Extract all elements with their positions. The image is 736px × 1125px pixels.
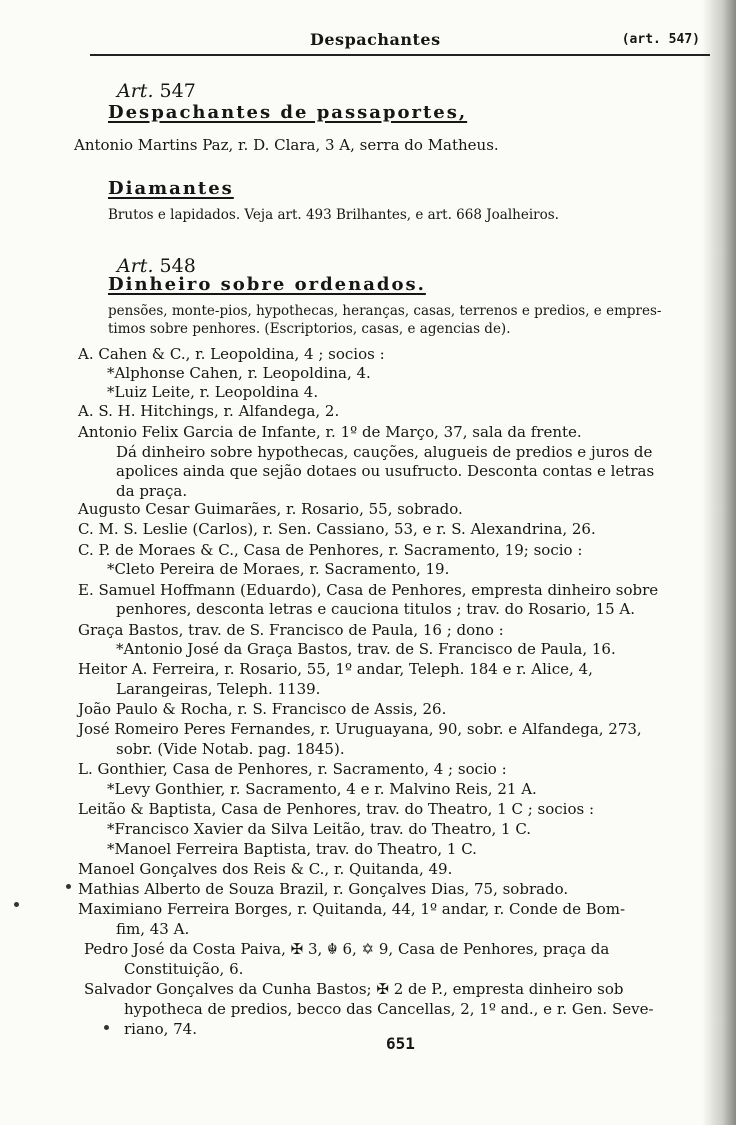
running-head [60,26,720,54]
entry-line: *Francisco Xavier da Silva Leitão, trav. do Theatro, 1 C. [107,820,532,838]
entry-line: E. Samuel Hoffmann (Eduardo), Casa de Penhores, empresta dinheiro sobre [78,581,659,599]
entry-line: Mathias Alberto de Souza Brazil, r. Gonçalves Dias, 75, sobrado. [78,880,569,898]
entry-line: Brutos e lapidados. Veja art. 493 Brilhantes, e art. 668 Joalheiros. [108,207,559,223]
article-label: Art. [117,80,154,102]
section-title-diamantes: Diamantes [108,178,234,199]
entry-line: Leitão & Baptista, Casa de Penhores, trav. do Theatro, 1 C ; socios : [78,800,595,818]
running-head-title: Despachantes [310,30,441,49]
entry-line: A. Cahen & C., r. Leopoldina, 4 ; socios : [78,345,385,363]
page-edge-shadow [702,0,736,1125]
entry-line: fim, 43 A. [116,920,190,938]
entry-line: riano, 74. [124,1020,197,1038]
entry-line: Larangeiras, Teleph. 1139. [116,680,321,698]
entry-line: Dá dinheiro sobre hypothecas, cauções, alugueis de predios e juros de [116,443,653,461]
entry-line: Maximiano Ferreira Borges, r. Quitanda, 44, 1º andar, r. Conde de Bom- [78,900,626,918]
margin-mark [14,902,19,907]
entry-line: José Romeiro Peres Fernandes, r. Uruguayana, 90, sobr. e Alfandega, 273, [78,720,642,738]
entry-line: Augusto Cesar Guimarães, r. Rosario, 55, sobrado. [78,500,463,518]
header-rule [90,54,710,56]
entry-line: A. S. H. Hitchings, r. Alfandega, 2. [78,402,340,420]
entry-line: *Luiz Leite, r. Leopoldina 4. [107,383,319,401]
entry-line: timos sobre penhores. (Escriptorios, casas, e agencias de). [108,321,511,337]
entry-line: penhores, desconta letras e cauciona titulos ; trav. do Rosario, 15 A. [116,600,636,618]
entry-line: Pedro José da Costa Paiva, ✠ 3, ☬ 6, ✡ 9, Casa de Penhores, praça da [84,940,610,958]
entry-line: hypotheca de predios, becco das Cancellas, 2, 1º and., e r. Gen. Seve- [124,1000,654,1018]
running-head-article-ref: (art. 547) [621,32,700,47]
entry-line: *Cleto Pereira de Moraes, r. Sacramento, 19. [107,560,450,578]
page-number: 651 [386,1034,415,1053]
entry-line: Constituição, 6. [124,960,244,978]
entry-line: Heitor A. Ferreira, r. Rosario, 55, 1º andar, Teleph. 184 e r. Alice, 4, [78,660,593,678]
entry-line: sobr. (Vide Notab. pag. 1845). [116,740,345,758]
entry-line: C. P. de Moraes & C., Casa de Penhores, r. Sacramento, 19; socio : [78,541,583,559]
entry-line: pensões, monte-pios, hypothecas, heranças, casas, terrenos e predios, e empres- [108,303,662,319]
section-title-dinheiro: Dinheiro sobre ordenados. [108,274,426,295]
article-number: 547 [159,80,196,102]
margin-mark [66,884,71,889]
entry-line: Antonio Martins Paz, r. D. Clara, 3 A, serra do Matheus. [74,136,499,154]
margin-mark [104,1025,109,1030]
entry-line: *Alphonse Cahen, r. Leopoldina, 4. [107,364,371,382]
entry-line: da praça. [116,482,188,500]
entry-line: apolices ainda que sejão dotaes ou usufructo. Desconta contas e letras [116,462,655,480]
article-number-547 [117,80,196,102]
entry-line: Salvador Gonçalves da Cunha Bastos; ✠ 2 de P., empresta dinheiro sob [84,980,624,998]
section-title-passaportes: Despachantes de passaportes, [108,102,468,123]
entry-line: *Levy Gonthier, r. Sacramento, 4 e r. Malvino Reis, 21 A. [107,780,537,798]
entry-line: João Paulo & Rocha, r. S. Francisco de Assis, 26. [78,700,447,718]
entry-line: C. M. S. Leslie (Carlos), r. Sen. Cassiano, 53, e r. S. Alexandrina, 26. [78,520,596,538]
entry-line: L. Gonthier, Casa de Penhores, r. Sacramento, 4 ; socio : [78,760,507,778]
entry-line: *Antonio José da Graça Bastos, trav. de S. Francisco de Paula, 16. [116,640,616,658]
entry-line: Antonio Felix Garcia de Infante, r. 1º de Março, 37, sala da frente. [78,423,582,441]
entry-line: Manoel Gonçalves dos Reis & C., r. Quitanda, 49. [78,860,453,878]
entry-line: Graça Bastos, trav. de S. Francisco de Paula, 16 ; dono : [78,621,504,639]
article-number: 548 [159,255,196,277]
entry-line: *Manoel Ferreira Baptista, trav. do Theatro, 1 C. [107,840,477,858]
article-label: Art. [117,255,154,277]
